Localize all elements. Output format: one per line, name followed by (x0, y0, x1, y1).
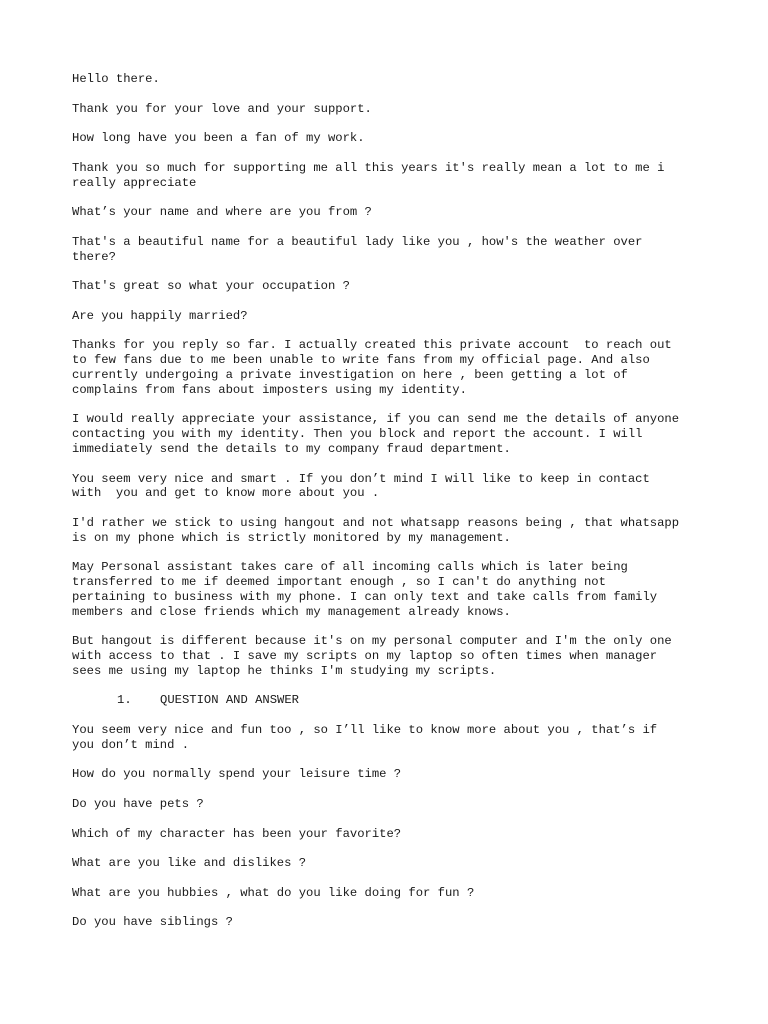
paragraph-laptop: But hangout is different because it's on my personal computer and I'm the only one with access to that . I save my scripts on my laptop so often times when manager sees me using my laptop he thinks I'm studying my scripts. (72, 634, 672, 678)
paragraph-name-question: What’s your name and where are you from ? (72, 205, 372, 220)
document-page (72, 72, 712, 945)
paragraph-likes-question: What are you like and dislikes ? (72, 856, 307, 871)
paragraph-thanks-support: Thank you for your love and your support. (72, 101, 372, 116)
paragraph-favorite-character-question: Which of my character has been your favorite? (72, 826, 402, 841)
paragraph-weather-question: That's a beautiful name for a beautiful lady like you , how's the weather over there? (72, 234, 643, 264)
paragraph-occupation-question: That's great so what your occupation ? (72, 279, 350, 294)
list-number: 1. (117, 693, 132, 708)
paragraph-assistance: I would really appreciate your assistance, if you can send me the details of anyone contacting you with my identity. Then you block and report the account. I will immediately send the details to my company fraud department. (72, 412, 680, 456)
paragraph-leisure-question: How do you normally spend your leisure time ? (72, 767, 402, 782)
paragraph-siblings-question: Do you have siblings ? (72, 915, 233, 930)
paragraph-private-account: Thanks for you reply so far. I actually created this private account to reach out to few fans due to me been unable to write fans from my official page. And also currently undergoing a private investigation on here , been getting a lot of complains from fans about imposters using my identity. (72, 338, 672, 397)
paragraph-hello: Hello there. (72, 72, 160, 86)
paragraph-fan-duration: How long have you been a fan of my work. (72, 131, 365, 146)
paragraph-know-more: You seem very nice and fun too , so I’ll like to know more about you , that’s if you don’t mind . (72, 723, 658, 752)
paragraph-personal-assistant: May Personal assistant takes care of all incoming calls which is later being transferred to me if deemed important enough , so I can't do anything not pertaining to business with my phone. I can only text and take calls from family members and close friends which my management already knows. (72, 560, 658, 619)
list-item-question-and-answer (72, 693, 712, 708)
list-item-label: QUESTION AND ANSWER (160, 693, 299, 708)
paragraph-appreciation: Thank you so much for supporting me all this years it's really mean a lot to me i really appreciate (72, 160, 665, 190)
paragraph-hangout: I'd rather we stick to using hangout and not whatsapp reasons being , that whatsapp is on my phone which is strictly monitored by my management. (72, 515, 680, 545)
paragraph-keep-contact: You seem very nice and smart . If you don’t mind I will like to keep in contact with you and get to know more about you . (72, 471, 650, 501)
paragraph-married-question: Are you happily married? (72, 308, 248, 323)
paragraph-hobbies-question: What are you hubbies , what do you like doing for fun ? (72, 885, 475, 900)
paragraph-pets-question: Do you have pets ? (72, 797, 204, 812)
